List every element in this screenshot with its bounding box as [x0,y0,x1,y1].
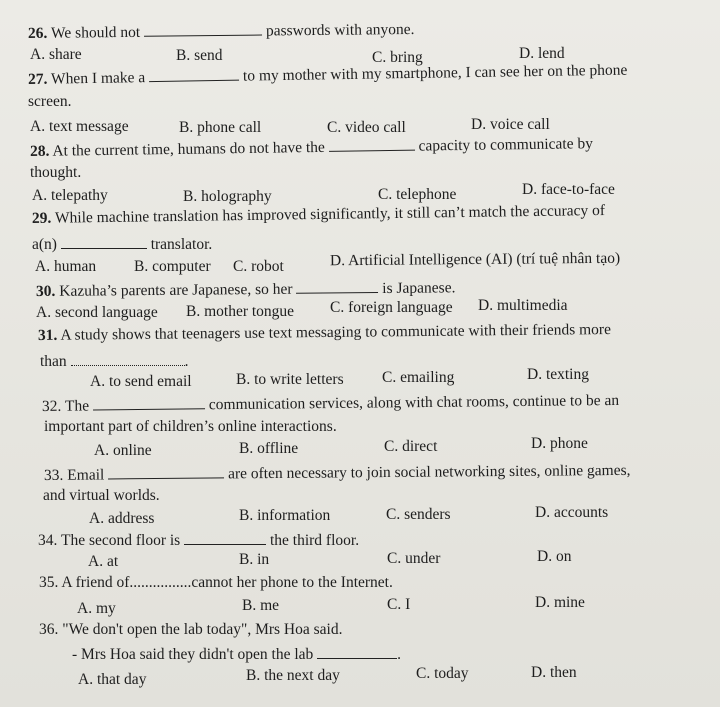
question-28-continuation: thought. [30,164,82,181]
option-c[interactable]: C. I [387,596,411,613]
question-number: 35. [39,574,59,591]
option-a[interactable]: A. to send email [90,373,192,390]
option-c[interactable]: C. robot [233,258,284,275]
option-d[interactable]: D. then [531,664,577,681]
question-31-stem: 31. A study shows that teenagers use text messaging to communicate with their friends more [37,321,612,344]
option-d[interactable]: D. mine [535,594,585,611]
option-b[interactable]: B. the next day [246,667,340,684]
question-number: 27. [27,70,48,88]
option-c[interactable]: C. bring [372,49,423,66]
option-d[interactable]: D. on [537,548,572,565]
option-a[interactable]: A. online [94,442,152,459]
option-d[interactable]: D. voice call [471,116,550,133]
question-number: 26. [27,24,48,42]
option-a[interactable]: A. human [35,258,97,275]
option-d[interactable]: D. texting [527,366,589,383]
option-a[interactable]: A. telepathy [32,187,108,204]
question-27-stem: 27. When I make a to my mother with my smartphone, I can see her on the phone [27,61,628,88]
option-b[interactable]: B. me [242,597,280,614]
option-a[interactable]: A. text message [30,118,129,135]
option-c[interactable]: C. video call [327,119,406,136]
question-29-continuation: a(n) translator. [32,236,213,253]
answer-blank[interactable]: ................ [129,574,192,591]
question-number: 34. [38,532,58,549]
question-36-stem: 36. "We don't open the lab today", Mrs Hoa said. [39,621,343,638]
option-b[interactable]: B. information [239,507,331,524]
option-b[interactable]: B. holography [183,188,272,205]
option-b[interactable]: B. in [239,551,270,568]
option-b[interactable]: B. send [176,47,223,64]
option-b[interactable]: B. to write letters [236,371,344,388]
answer-blank[interactable] [296,278,378,294]
option-d[interactable]: D. lend [519,45,565,62]
option-d[interactable]: D. Artificial Intelligence (AI) (trí tuệ nhân tạo) [329,249,621,270]
option-a[interactable]: A. at [88,553,119,570]
option-a[interactable]: A. address [89,510,155,527]
option-d[interactable]: D. phone [531,435,588,452]
question-26-stem: 26. We should not passwords with anyone. [27,20,415,42]
question-number: 32. [41,397,62,415]
option-c[interactable]: C. direct [384,438,438,455]
answer-blank[interactable] [317,644,397,659]
option-c[interactable]: C. under [387,550,441,567]
question-29-stem: 29. While machine translation has improved significantly, it still can’t match the accuracy of [31,201,606,227]
option-d[interactable]: D. face-to-face [522,181,615,198]
answer-blank[interactable] [93,394,205,410]
answer-blank[interactable] [108,463,224,479]
question-34-stem: 34. The second floor is the third floor. [38,532,360,549]
option-a[interactable]: A. share [30,46,82,63]
question-32-continuation: important part of children’s online interactions. [44,418,337,435]
question-number: 29. [31,209,52,227]
option-b[interactable]: B. mother tongue [186,303,295,320]
option-a[interactable]: A. second language [36,304,158,321]
answer-blank[interactable] [329,136,415,152]
question-33-stem: 33. Email are often necessary to join social networking sites, online games, [43,461,631,484]
option-a[interactable]: A. my [77,600,116,617]
question-28-stem: 28. At the current time, humans do not have the capacity to communicate by [29,135,594,160]
question-33-continuation: and virtual worlds. [43,487,160,504]
question-32-stem: 32. The communication services, along with chat rooms, continue to be an [41,391,620,415]
question-number: 36. [39,621,59,638]
question-number: 28. [29,142,50,160]
question-35-stem: 35. A friend of................cannot her phone to the Internet. [39,574,393,591]
option-a[interactable]: A. that day [78,671,147,688]
option-b[interactable]: B. phone call [179,119,262,136]
option-d[interactable]: D. multimedia [478,297,568,314]
option-c[interactable]: C. telephone [378,186,457,203]
option-c[interactable]: C. today [416,665,469,682]
option-b[interactable]: B. computer [134,258,211,275]
question-31-continuation: than . [40,353,189,370]
answer-blank[interactable] [149,66,239,82]
option-c[interactable]: C. emailing [382,369,455,386]
question-number: 30. [35,282,56,300]
answer-blank[interactable] [184,530,266,545]
question-30-stem: 30. Kazuha’s parents are Japanese, so her is Japanese. [35,279,456,300]
option-c[interactable]: C. foreign language [330,299,453,316]
question-36-continuation: - Mrs Hoa said they didn't open the lab . [72,646,402,663]
question-27-continuation: screen. [28,93,72,110]
question-number: 31. [37,326,58,344]
option-d[interactable]: D. accounts [535,504,609,521]
option-b[interactable]: B. offline [239,440,299,457]
answer-blank[interactable] [71,351,185,366]
answer-blank[interactable] [144,21,262,37]
question-number: 33. [43,466,64,484]
answer-blank[interactable] [61,234,147,249]
option-c[interactable]: C. senders [386,506,451,523]
